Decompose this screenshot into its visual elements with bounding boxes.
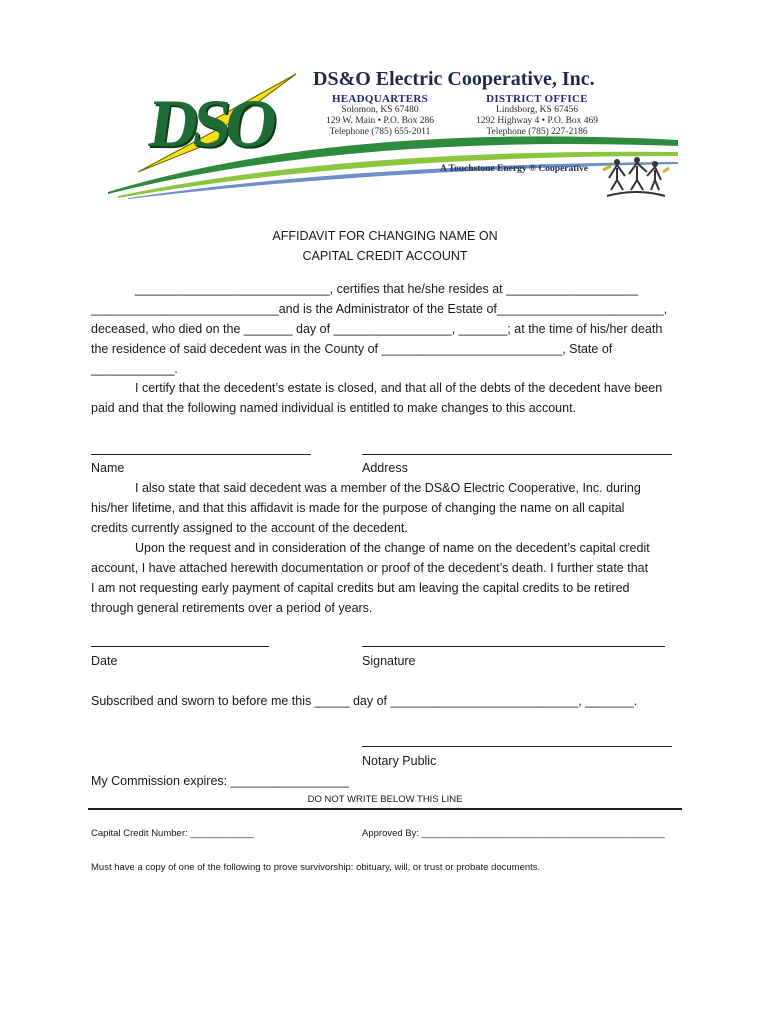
request-statement-line3: I am not requesting early payment of capital credits but am leaving the capital credits to be retired [91, 581, 630, 595]
member-statement-line2: his/her lifetime, and that this affidavit is made for the purpose of changing the name on all capital [91, 501, 625, 515]
name-field-line[interactable] [91, 454, 311, 455]
document-title-line1: AFFIDAVIT FOR CHANGING NAME ON [272, 229, 498, 243]
signature-label: Signature [362, 654, 416, 668]
entitled-individual-text: paid and that the following named individual is entitled to make changes to this account. [91, 401, 577, 415]
address-label: Address [362, 461, 408, 475]
estate-closed-text: I certify that the decedent’s estate is closed, and that all of the debts of the decedent have been [135, 381, 663, 395]
district-office-city: Lindsborg, KS 67456 [496, 105, 578, 115]
do-not-write-note: DO NOT WRITE BELOW THIS LINE [307, 794, 463, 805]
district-office-block [462, 93, 612, 138]
death-date-line[interactable]: deceased, who died on the _______ day of _________________, _______; at the time of his/her death [91, 322, 663, 336]
signature-field-line[interactable] [362, 646, 665, 647]
district-office-phone: Telephone (785) 227-2186 [486, 127, 588, 137]
headquarters-header: HEADQUARTERS [331, 93, 429, 105]
touchstone-tagline: A Touchstone Energy ® Cooperative [440, 164, 589, 174]
logo-text: DSO [144, 85, 278, 161]
county-line[interactable]: the residence of said decedent was in the County of __________________________, State of [91, 342, 613, 356]
notary-public-label: Notary Public [362, 754, 437, 768]
member-statement-line1: I also state that said decedent was a member of the DS&O Electric Cooperative, Inc. during [135, 481, 641, 495]
office-use-divider [88, 808, 682, 810]
company-name: DS&O Electric Cooperative, Inc. [313, 68, 595, 90]
capital-credit-number-field[interactable]: Capital Credit Number: ____________ [91, 828, 254, 839]
administrator-line[interactable]: ___________________________and is the Administrator of the Estate of________________________, [91, 302, 668, 316]
district-office-address: 1292 Highway 4 • P.O. Box 469 [475, 116, 599, 126]
headquarters-block [310, 93, 450, 138]
certifies-line[interactable]: ____________________________, certifies that he/she resides at ___________________ [135, 282, 639, 296]
document-title-line2: CAPITAL CREDIT ACCOUNT [302, 249, 468, 263]
request-statement-line1: Upon the request and in consideration of the change of name on the decedent’s capital credit [135, 541, 650, 555]
request-statement-line4: through general retirements over a period of years. [91, 601, 373, 615]
headquarters-phone: Telephone (785) 655-2011 [329, 127, 431, 137]
approved-by-field[interactable]: Approved By: ______________________________________________ [362, 828, 665, 839]
headquarters-city: Solomon, KS 67480 [341, 105, 419, 115]
district-office-header: DISTRICT OFFICE [486, 93, 588, 105]
name-label: Name [91, 461, 125, 475]
notary-field-line[interactable] [362, 746, 672, 747]
state-line[interactable]: ____________. [91, 362, 178, 376]
address-field-line[interactable] [362, 454, 672, 455]
commission-expires-line[interactable]: My Commission expires: _________________ [91, 774, 349, 788]
survivorship-note: Must have a copy of one of the following to prove survivorship: obituary, will, or trust or probate documents. [91, 862, 541, 873]
date-field-line[interactable] [91, 646, 269, 647]
request-statement-line2: account, I have attached herewith documentation or proof of the decedent’s death. I further state that [91, 561, 649, 575]
sworn-line[interactable]: Subscribed and sworn to before me this _____ day of ___________________________, _______. [91, 694, 638, 708]
member-statement-line3: credits currently assigned to the account of the decedent. [91, 521, 408, 535]
date-label: Date [91, 654, 118, 668]
headquarters-address: 129 W. Main • P.O. Box 286 [325, 116, 435, 126]
